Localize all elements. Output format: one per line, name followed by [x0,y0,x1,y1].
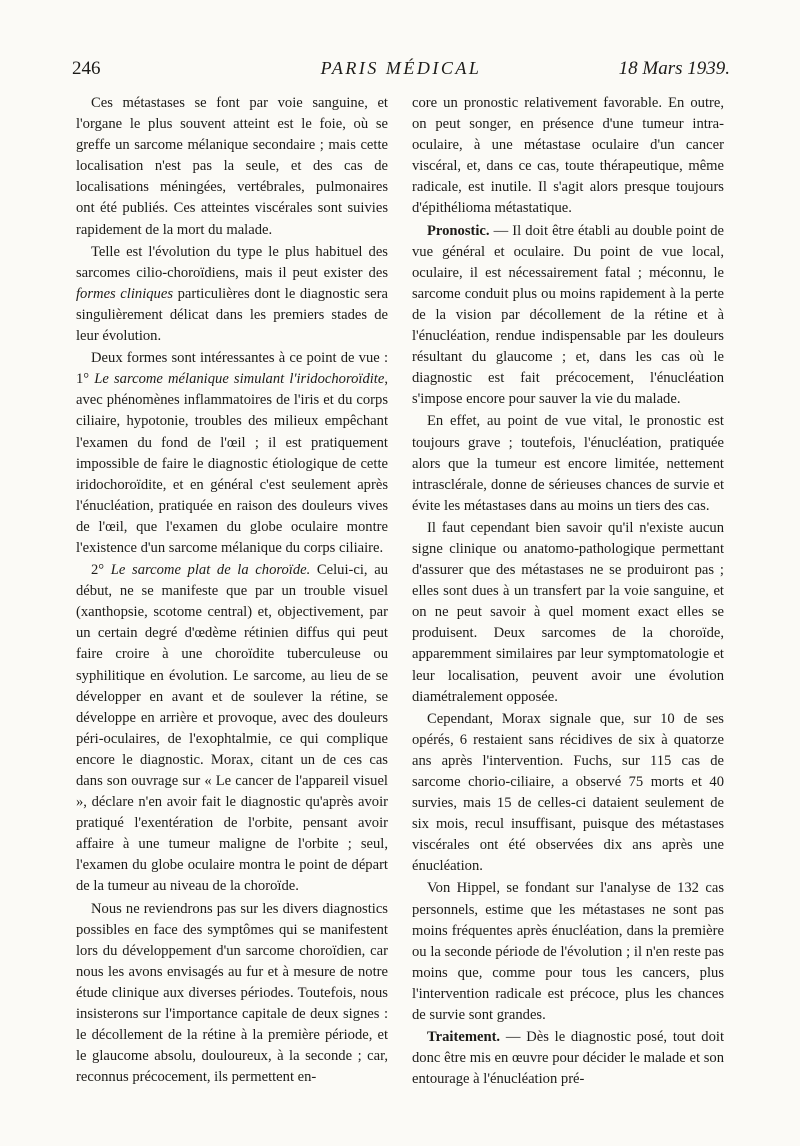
section-heading-traitement: Traitement. [427,1029,501,1046]
paragraph-metastases: Ces métastases se font par voie sanguine, et l'organe le plus souvent atteint est le foie, où se greffe un sarcome mélanique secondaire ; mais cette localisation n'est pas la seule, et des cas de localisations méningées, vertébrales, pulmonaires ont été publiés. Ces atteintes viscérales sont suivies rapidement de la mort du malade. [76,95,388,238]
left-column [76,93,388,1088]
paragraph-morax-fuchs: Cependant, Morax signale que, sur 10 de ses opérés, 6 restaient sans récidives de six à quatorze ans après l'intervention. Fuchs, sur 115 cas de sarcome chorio-ciliaire, a observé 75 morts et 40 survies, mais 15 de celles-ci dataient seulement de six mois, recul insuffisant, puisque des métastases viscérales ont été observées dix ans après une énucléation. [412,710,724,875]
paragraph-no-sign: Il faut cependant bien savoir qu'il n'existe aucun signe clinique ou anatomo-pathologique permettant d'assurer que des métastases ne se produiront pas ; elles sont dues à un transfert par la voie sanguine, et on ne peut savoir à quel moment exact elles se produisent. Deux sarcomes de la choroïde, apparemment similaires par leur symptomatologie et leur localisation, peuvent avoir une évolution diamétralement opposée. [412,519,724,705]
running-header [72,58,730,84]
section-heading-pronostic: Pronostic. [427,222,490,239]
paragraph-pronostic: Pronostic. — Il doit être établi au double point de vue général et oculaire. Du point de vue local, oculaire, il est nécessairement fatal ; méconnu, le sarcome conduit plus ou moins rapidement à la perte de la vision par décollement de la rétine et à l'énucléation, rendue indispensable par les douleurs résultant du glaucome ; et, dans les cas où le diagnostic est fait précocement, l'énucléation s'impose encore pour sauver la vie du malade. [412,222,724,408]
journal-title: PARIS MÉDICAL [320,58,482,78]
right-column [412,93,724,1090]
paragraph-form-one: Deux formes sont intéressantes à ce point de vue : 1° Le sarcome mélanique simulant l'iridochoroïdite, avec phénomènes inflammatoires de l'iris et du corps ciliaire, hypotonie, troubles des milieux empêchant l'examen du fond de l'œil ; il est pratiquement impossible de faire le diagnostic étiologique de cette iridochoroïdite, et en général c'est seulement après l'énucléation, pratiquée en raison des douleurs vives de l'œil, que l'examen du globe oculaire montre l'existence d'un sarcome mélanique du corps ciliaire. [76,350,388,556]
paragraph-form-two: 2° Le sarcome plat de la choroïde. Celui-ci, au début, ne se manifeste que par un trouble visuel (xanthopsie, scotome central) et, objectivement, par un certain degré d'œdème rétinien diffus qui peut faire croire à une choroïdite tuberculeuse ou syphilitique en évolution. Le sarcome, au lieu de se développer en avant et de soulever la rétine, se développe en arrière et provoque, avec des douleurs péri-oculaires, de l'exophtalmie, ce qui complique encore le diagnostic. Morax, citant un de ces cas dans son ouvrage sur « Le cancer de l'appareil visuel », déclare n'en avoir fait le diagnostic qu'après avoir pratiqué l'exentération de l'orbite, pensant avoir affaire à une tumeur maligne de l'orbite ; seul, l'examen du globe oculaire montra le point de départ de la tumeur au niveau de la choroïde. [76,562,388,895]
paragraph-vital: En effet, au point de vue vital, le pronostic est toujours grave ; toutefois, l'énucléation, pratiquée alors que la tumeur est encore limitée, nettement intrasclérale, donne de sérieuses chances de survie et évite les métastases dans au moins un tiers des cas. [412,413,724,514]
paragraph-diagnostics: Nous ne reviendrons pas sur les divers diagnostics possibles en face des symptômes qui se manifestent lors du développement d'un sarcome choroïdien, car nous les avons envisagés au fur et à mesure de notre étude clinique aux diverses périodes. Toutefois, nous insisterons sur l'importance capitale de deux signes : le décollement de la rétine à la première période, et le glaucome absolu, douloureux, à la seconde ; car, reconnus précocement, ils permettent en- [76,900,388,1086]
paragraph-evolution: Telle est l'évolution du type le plus habituel des sarcomes cilio-choroïdiens, mais il peut exister des formes cliniques particulières dont le diagnostic sera singulièrement délicat dans les premiers stades de leur évolution. [76,243,388,345]
paragraph-traitement: Traitement. — Dès le diagnostic posé, tout doit donc être mis en œuvre pour décider le malade et son entourage à l'énucléation pré- [412,1029,724,1088]
issue-date: 18 Mars 1939. [618,58,730,79]
paragraph-continuation: core un pronostic relativement favorable. En outre, on peut songer, en présence d'une tumeur intra-oculaire, à une métastase oculaire d'un cancer viscéral, et, dans ce cas, toute thérapeutique, même radicale, est inutile. Il s'agit alors presque toujours d'épithélioma métastatique. [412,95,724,217]
paragraph-von-hippel: Von Hippel, se fondant sur l'analyse de 132 cas personnels, estime que les métastases ne sont pas moins fréquentes après énucléation, dans la première ou la seconde période de l'évolution ; il n'en reste pas moins que, comme pour tous les cancers, plus l'intervention radicale est précoce, plus les chances de survie sont grandes. [412,880,724,1024]
page-number: 246 [72,58,101,79]
